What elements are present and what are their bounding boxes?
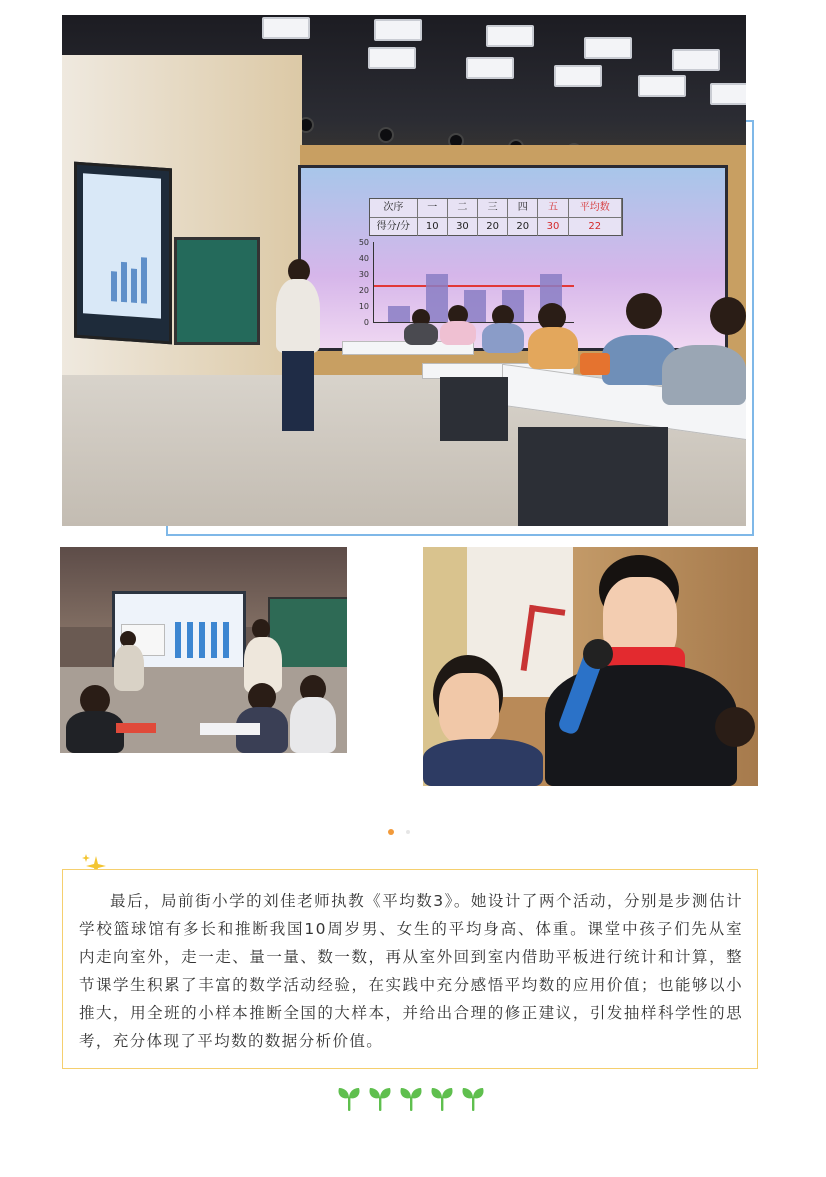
classroom-photo-left bbox=[60, 547, 347, 753]
ceiling-light bbox=[374, 19, 422, 41]
score-value-cell: 20 bbox=[478, 218, 508, 236]
desk-panel bbox=[440, 377, 508, 441]
score-value-cell: 22 bbox=[569, 218, 623, 236]
sprout-icon bbox=[430, 1084, 454, 1112]
desk bbox=[200, 723, 260, 735]
score-value-cell: 20 bbox=[508, 218, 538, 236]
teacher-legs bbox=[282, 351, 314, 431]
score-header-cell: 二 bbox=[448, 199, 478, 217]
score-value-cell: 30 bbox=[538, 218, 568, 236]
axis-tick-label: 50 bbox=[358, 238, 369, 247]
ceiling-light bbox=[486, 25, 534, 47]
orange-chair bbox=[580, 353, 610, 375]
score-value-cell: 得分/分 bbox=[370, 218, 418, 236]
carousel-dot[interactable] bbox=[406, 830, 410, 834]
screen-bar bbox=[199, 622, 205, 658]
article-text-box bbox=[62, 869, 758, 1069]
axis-tick-label: 0 bbox=[363, 318, 369, 327]
ceiling-light bbox=[672, 49, 720, 71]
score-value-cell: 30 bbox=[448, 218, 478, 236]
microphone-head bbox=[583, 639, 613, 669]
teacher-body bbox=[276, 279, 320, 353]
axis-tick-label: 20 bbox=[358, 286, 369, 295]
screen-axis-ticks bbox=[351, 238, 371, 328]
boy-face bbox=[439, 673, 499, 745]
axis-tick-label: 30 bbox=[358, 270, 369, 279]
boy-shirt bbox=[423, 739, 543, 786]
score-header-cell: 一 bbox=[418, 199, 448, 217]
student-body bbox=[528, 327, 578, 369]
student-body bbox=[482, 323, 524, 353]
ceiling-light bbox=[466, 57, 514, 79]
sprout-icon bbox=[368, 1084, 392, 1112]
screen-bar bbox=[211, 622, 217, 658]
axis-tick-label: 10 bbox=[358, 302, 369, 311]
ceiling-light bbox=[368, 47, 416, 69]
side-monitor bbox=[74, 162, 172, 345]
ceiling-spotlight bbox=[380, 129, 392, 141]
ceiling-light bbox=[710, 83, 746, 105]
student-body bbox=[290, 697, 336, 753]
score-table-values bbox=[370, 217, 622, 236]
score-table bbox=[369, 198, 623, 236]
student-body bbox=[662, 345, 746, 405]
desk-panel bbox=[518, 427, 668, 526]
monitor-bar bbox=[141, 257, 147, 303]
red-chair bbox=[116, 723, 156, 733]
student-head bbox=[626, 293, 662, 329]
student-head bbox=[710, 297, 746, 335]
sprout-icon bbox=[461, 1084, 485, 1112]
student-body bbox=[440, 321, 476, 345]
monitor-bar bbox=[131, 269, 137, 303]
monitor-bar bbox=[121, 262, 127, 302]
green-chalkboard bbox=[174, 237, 260, 345]
student-body bbox=[404, 323, 438, 345]
article-paragraph: 最后，局前街小学的刘佳老师执教《平均数3》。她设计了两个活动，分别是步测估计学校篮球馆有多长和推断我国10周岁男、女生的平均身高、体重。课堂中孩子们先从室内走向室外，走一走、量一量、数一数，再从室外回到室内借助平板进行统计和计算，整节课学生积累了丰富的数学活动经验，在实践中充分感悟平均数的应用价值；也能够以小推大，用全班的小样本推断全国的大样本，并给出合理的修正建议，引发抽样科学性的思考，充分体现了平均数的数据分析价值。 bbox=[79, 892, 743, 1050]
ceiling-light bbox=[584, 37, 632, 59]
screen-bar bbox=[187, 622, 193, 658]
ceiling-light bbox=[638, 75, 686, 97]
sprout-icon bbox=[399, 1084, 423, 1112]
monitor-bar bbox=[111, 271, 117, 301]
score-table-header bbox=[370, 199, 622, 217]
score-header-cell: 平均数 bbox=[569, 199, 623, 217]
score-header-cell: 四 bbox=[508, 199, 538, 217]
screen-bar bbox=[223, 622, 229, 658]
classroom-main-photo bbox=[62, 15, 746, 526]
screen-bar bbox=[388, 306, 410, 322]
ceiling-light bbox=[554, 65, 602, 87]
student-body bbox=[114, 645, 144, 691]
student-head bbox=[715, 707, 755, 747]
score-value-cell: 10 bbox=[418, 218, 448, 236]
student-speaking-photo bbox=[423, 547, 758, 786]
score-header-cell: 三 bbox=[478, 199, 508, 217]
screen-bar bbox=[175, 622, 181, 658]
sprout-icon bbox=[337, 1084, 361, 1112]
ceiling-light bbox=[262, 17, 310, 39]
score-header-cell: 次序 bbox=[370, 199, 418, 217]
score-header-cell: 五 bbox=[538, 199, 568, 217]
axis-tick-label: 40 bbox=[358, 254, 369, 263]
monitor-display bbox=[83, 173, 161, 318]
carousel-dot-active[interactable] bbox=[388, 829, 394, 835]
calligraphy-stroke bbox=[521, 605, 566, 675]
teacher-head bbox=[252, 619, 270, 639]
